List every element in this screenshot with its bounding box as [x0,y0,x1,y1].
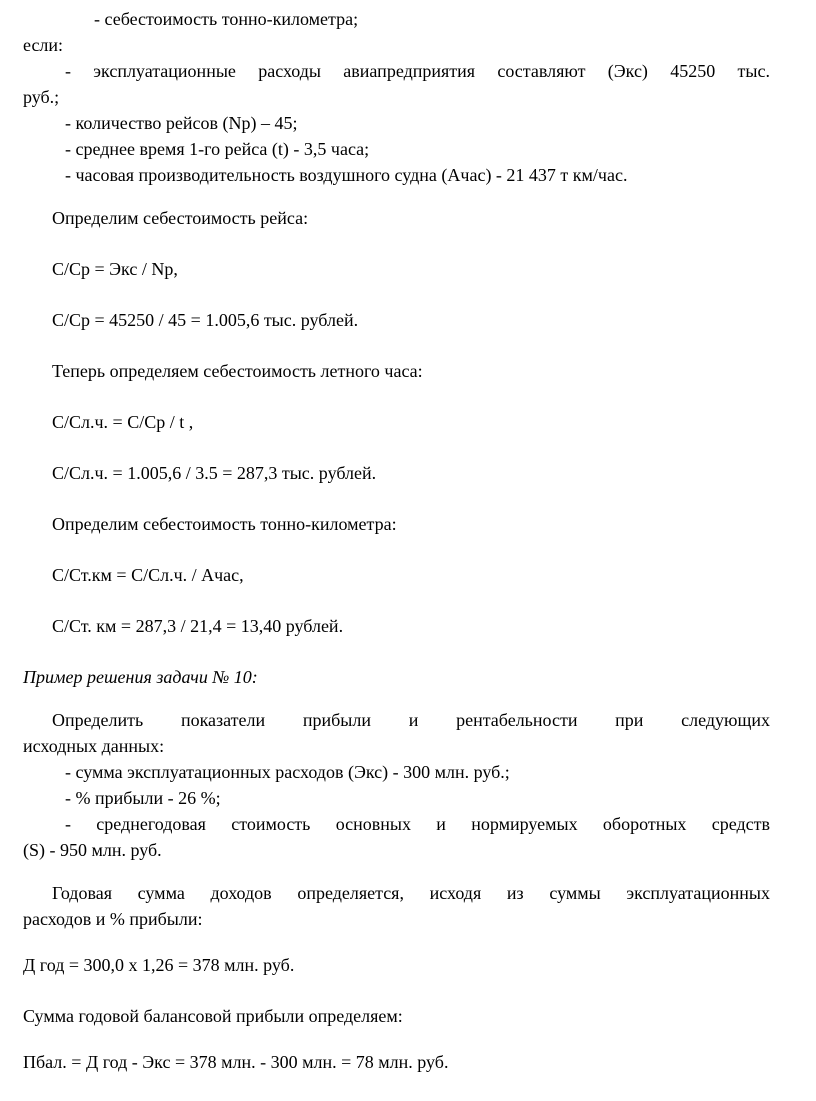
text-line: если: [23,35,64,55]
text-line: руб.; [23,87,60,107]
text-line: Теперь определяем себестоимость летного часа: [52,361,423,381]
text-line: Определим себестоимость рейса: [52,208,309,228]
formula-line: С/Сл.ч. = С/Ср / t , [52,412,194,432]
list-item-line: - часовая производительность воздушного судна (Ачас) - 21 437 т км/час. [65,165,628,185]
example-heading: Пример решения задачи № 10: [23,667,258,687]
list-item-line: - % прибыли - 26 %; [65,788,221,808]
text-line: Годовая сумма доходов определяется, исходя из суммы эксплуатационных [52,883,770,903]
formula-line: Пбал. = Д год - Экс = 378 млн. - 300 млн. = 78 млн. руб. [23,1052,449,1072]
formula-line: С/Ст. км = 287,3 / 21,4 = 13,40 рублей. [52,616,344,636]
text-line: исходных данных: [23,736,165,756]
list-item-line: - среднегодовая стоимость основных и нормируемых оборотных средств [65,814,770,834]
formula-line: Д год = 300,0 х 1,26 = 378 млн. руб. [23,955,295,975]
text-line: Определить показатели прибыли и рентабельности при следующих [52,710,770,730]
formula-line: С/Ср = 45250 / 45 = 1.005,6 тыс. рублей. [52,310,359,330]
formula-line: С/Ст.км = С/Сл.ч. / Ачас, [52,565,244,585]
text-line: Определим себестоимость тонно-километра: [52,514,397,534]
formula-line: С/Ср = Экс / Np, [52,259,178,279]
text-line: расходов и % прибыли: [23,909,203,929]
list-item-line: - среднее время 1-го рейса (t) - 3,5 часа; [65,139,370,159]
list-item-line: - эксплуатационные расходы авиапредприятия составляют (Экс) 45250 тыс. [65,61,770,81]
list-item-line: - количество рейсов (Np) – 45; [65,113,298,133]
text-line: Сумма годовой балансовой прибыли определяем: [23,1006,403,1026]
formula-line: С/Сл.ч. = 1.005,6 / 3.5 = 287,3 тыс. рублей. [52,463,377,483]
list-item-line: - себестоимость тонно-километра; [94,9,359,29]
list-item-line: - сумма эксплуатационных расходов (Экс) - 300 млн. руб.; [65,762,510,782]
text-line: (S) - 950 млн. руб. [23,840,162,860]
